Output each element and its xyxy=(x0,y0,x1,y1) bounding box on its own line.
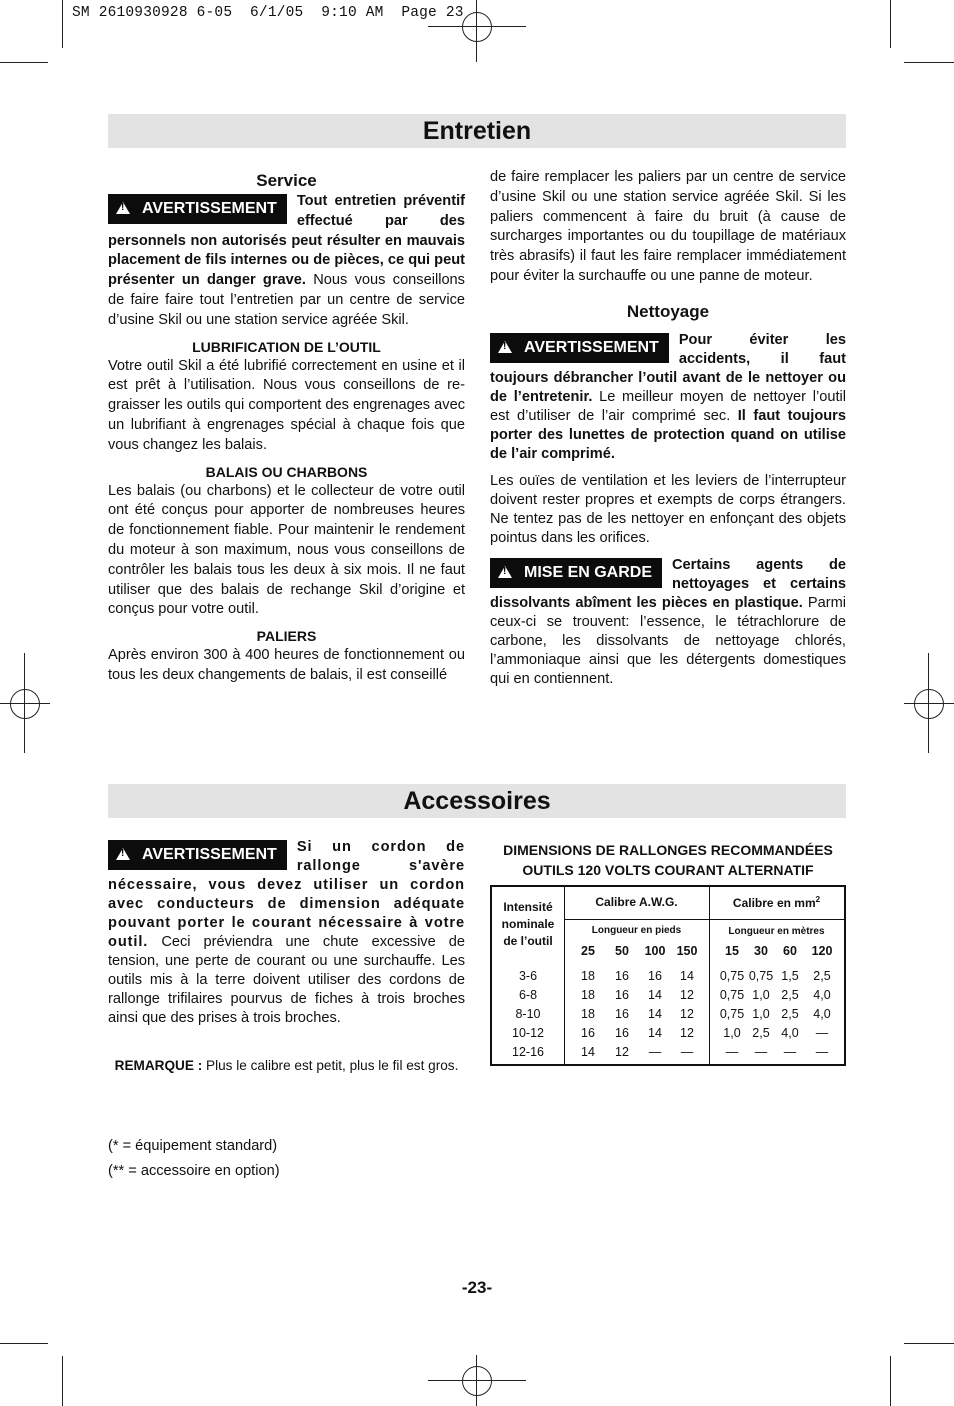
table-cell-mm: 4,0 xyxy=(781,1026,799,1040)
table-cell-mm: 1,5 xyxy=(781,969,799,983)
lubrification-text: Votre outil Skil a été lubrifié correctement en usine et il est prêt à l’utilisation. Nous vous conseillons de re-graisser les outils qui comportent des engrenages avec un lubrifiant à engrenages spécial à chaque fois que vous changez les balais. xyxy=(108,357,465,453)
table-row-amperage: 12-16 xyxy=(512,1045,544,1059)
table-cell-mm: 2,5 xyxy=(781,988,799,1002)
table-row-amperage: 3-6 xyxy=(518,969,538,983)
length-header-feet: 50 xyxy=(615,944,629,958)
service-warning-text: Tout entretien préventif effectué par des personnels non autorisés peut résulter en mauvais placement de fils internes ou de pièces, ce qui peut présenter un danger grave. xyxy=(108,193,465,289)
warning-label: !AVERTISSEMENT xyxy=(108,194,287,224)
table-cell-awg: 16 xyxy=(615,1007,629,1021)
accessoires-text: Ceci préviendra une chute excessive de tension, une perte de courant ou une surchauffe. Les outils mis à la terre doivent utiliser des cordons de rallonge trifilaires pourvus de fiches à trois broches ainsi que des prises à trois broches. xyxy=(108,934,465,1026)
crop-mark xyxy=(0,62,48,63)
extension-cord-table xyxy=(490,885,846,1066)
table-cell-awg: 14 xyxy=(648,1007,662,1021)
print-slug: SM 2610930928 6-05 6/1/05 9:10 AM Page 23 xyxy=(72,5,464,21)
table-cell-awg: 16 xyxy=(615,988,629,1002)
table-cell-awg: 16 xyxy=(581,1026,595,1040)
nettoyage-warning-text: Pour éviter les accidents, il faut toujours débrancher l’outil avant de le nettoyer ou de l’entretenir. xyxy=(490,331,846,405)
nettoyage-text: Le meilleur moyen de nettoyer l’outil est d’utiliser de l’air comprimé sec. xyxy=(490,388,846,424)
nettoyage-bold-text: Il faut toujours porter des lunettes de protection quand on utilise de l’air comprimé. xyxy=(490,407,846,462)
crop-mark xyxy=(904,62,954,63)
col-header-mm: Calibre en $mm^2$ xyxy=(732,895,821,910)
warning-icon xyxy=(498,341,512,353)
nettoyage-heading: Nettoyage xyxy=(626,301,710,321)
table-cell-mm: — xyxy=(725,1045,739,1059)
remarque-text: Plus le calibre est petit, plus le fil est gros. xyxy=(206,1058,459,1073)
table-cell-awg: 16 xyxy=(615,1026,629,1040)
table-cell-awg: 14 xyxy=(581,1045,595,1059)
balais-text: Les balais (ou charbons) et le collecteur de votre outil ont été conçus pour apporter de nombreuses heures de fonctionnement fiable. Pour maintenir le rendement du moteur à son maximum, nous vous conseillons de contrôler les balais tous les deux à six mois. Il ne faut utiliser que des balais de rechange Skil d’origine et conçus pour votre outil. xyxy=(108,482,465,618)
table-cell-mm: 0,75 xyxy=(719,988,745,1002)
table-cell-awg: 18 xyxy=(581,1007,595,1021)
entretien-right-column xyxy=(490,168,846,689)
paliers-text: Après environ 300 à 400 heures de fonctionnement ou tous les deux changements de balais, il est conseillé xyxy=(108,647,465,683)
table-row-amperage: 6-8 xyxy=(518,988,538,1002)
table-cell-mm: — xyxy=(815,1026,829,1040)
table-cell-awg: 12 xyxy=(680,1026,694,1040)
table-cell-mm: 1,0 xyxy=(723,1026,741,1040)
table-cell-awg: 14 xyxy=(648,1026,662,1040)
col-header-awg: Calibre A.W.G. xyxy=(595,895,678,909)
length-header-meters: 30 xyxy=(754,944,768,958)
table-cell-awg: 16 xyxy=(615,969,629,983)
caution-text: Parmi ceux-ci se trouvent: l’essence, le tétrachlorure de carbone, les dissolvants de nettoyage chlorés, l’ammoniaque ainsi que les détergents domestiques qui en contiennent. xyxy=(490,594,847,687)
caution-label: !MISE EN GARDE xyxy=(490,558,662,588)
length-header-meters: 60 xyxy=(783,944,797,958)
footnote-standard: (* = équipement standard) xyxy=(108,1138,278,1154)
table-cell-mm: 1,0 xyxy=(752,988,770,1002)
table-cell-awg: 12 xyxy=(680,1007,694,1021)
table-cell-mm: — xyxy=(815,1045,829,1059)
table-cell-mm: 2,5 xyxy=(752,1026,770,1040)
crop-mark xyxy=(890,0,891,48)
warning-icon xyxy=(116,202,130,214)
length-header-feet: 25 xyxy=(581,944,595,958)
table-cell-awg: 14 xyxy=(648,988,662,1002)
col-header-intensite: Intensité nominale de l’outil xyxy=(501,900,555,948)
table-cell-mm: — xyxy=(783,1045,797,1059)
table-cell-awg: — xyxy=(680,1045,694,1059)
length-header-meters: 15 xyxy=(725,944,739,958)
warning-label: !AVERTISSEMENT xyxy=(108,840,287,870)
table-cell-awg: 16 xyxy=(648,969,662,983)
service-heading: Service xyxy=(256,171,317,190)
entretien-left-column xyxy=(108,170,465,686)
service-text: Nous vous conseillons de faire faire tout l’entretien par un centre de service d’usine Skil ou une station service agréée Skil. xyxy=(108,272,465,328)
nettoyage-text-2: Les ouïes de ventilation et les leviers de l’interrupteur doivent rester propres et exempts de corps étrangers. Ne tentez pas de les nettoyer en enfonçant des objets pointus dans les orifices. xyxy=(490,472,846,546)
length-header-feet: 100 xyxy=(644,944,666,958)
crop-mark xyxy=(904,1343,954,1344)
table-cell-mm: 1,0 xyxy=(752,1007,770,1021)
paliers-heading: PALIERS xyxy=(256,628,317,645)
table-cell-mm: 2,5 xyxy=(781,1007,799,1021)
mm-subheader: Longueur en mètres xyxy=(728,926,825,937)
section-title-entretien: Entretien xyxy=(108,114,846,148)
table-cell-mm: 0,75 xyxy=(719,969,745,983)
remarque xyxy=(108,1056,465,1076)
table-row-amperage: 10-12 xyxy=(512,1026,544,1040)
crop-mark xyxy=(62,1356,63,1406)
table-cell-awg: 14 xyxy=(680,969,694,983)
table-cell-mm: 0,75 xyxy=(748,969,774,983)
table-cell-mm: 4,0 xyxy=(813,988,831,1002)
warning-icon xyxy=(116,848,130,860)
warning-label: !AVERTISSEMENT xyxy=(490,333,669,363)
page-number: -23- xyxy=(461,1278,493,1297)
table-cell-mm: — xyxy=(754,1045,768,1059)
accessoires-left-column xyxy=(108,838,465,1076)
table-cell-awg: 18 xyxy=(581,988,595,1002)
paliers-text-continued: de faire remplacer les paliers par un centre de service d’usine Skil ou une station service agréée Skil. Si les paliers commencent à faire du bruit (à cause de surcharges importantes ou du toupillage de matériaux très abrasifs) il faut les faire remplacer immédiatement pour éviter la surchauffe ou une panne de moteur. xyxy=(490,169,846,284)
table-title: DIMENSIONS DE RALLONGES RECOMMANDÉES OUTILS 120 VOLTS COURANT ALTERNATIF xyxy=(503,842,833,878)
crop-mark xyxy=(0,1343,48,1344)
crop-mark xyxy=(890,1356,891,1406)
table-cell-awg: 12 xyxy=(615,1045,629,1059)
length-header-meters: 120 xyxy=(811,944,833,958)
remarque-label: REMARQUE : xyxy=(114,1058,203,1073)
section-title-accessoires: Accessoires xyxy=(108,784,846,818)
table-cell-awg: 18 xyxy=(581,969,595,983)
length-header-feet: 150 xyxy=(676,944,698,958)
table-row-amperage: 8-10 xyxy=(515,1007,541,1021)
table-cell-mm: 4,0 xyxy=(813,1007,831,1021)
warning-icon xyxy=(498,566,512,578)
table-cell-mm: 0,75 xyxy=(719,1007,745,1021)
table-cell-awg: — xyxy=(648,1045,662,1059)
awg-subheader: Longueur en pieds xyxy=(591,925,682,936)
lubrification-heading: LUBRIFICATION DE L’OUTIL xyxy=(192,338,381,355)
caution-warning-text: Certains agents de nettoyages et certains dissolvants abîment les pièces en plastique. xyxy=(490,556,846,611)
balais-heading: BALAIS OU CHARBONS xyxy=(205,463,368,480)
crop-mark xyxy=(62,0,63,48)
table-cell-mm: 2,5 xyxy=(813,969,831,983)
table-cell-awg: 12 xyxy=(680,988,694,1002)
accessoires-warning-text: Si un cordon de rallonge s'avère nécessaire, vous devez utiliser un cordon avec conducteurs de dimension adéquate pouvant porter le courant nécessaire à votre outil. xyxy=(108,839,465,950)
footnote-option: (** = accessoire en option) xyxy=(108,1163,280,1179)
